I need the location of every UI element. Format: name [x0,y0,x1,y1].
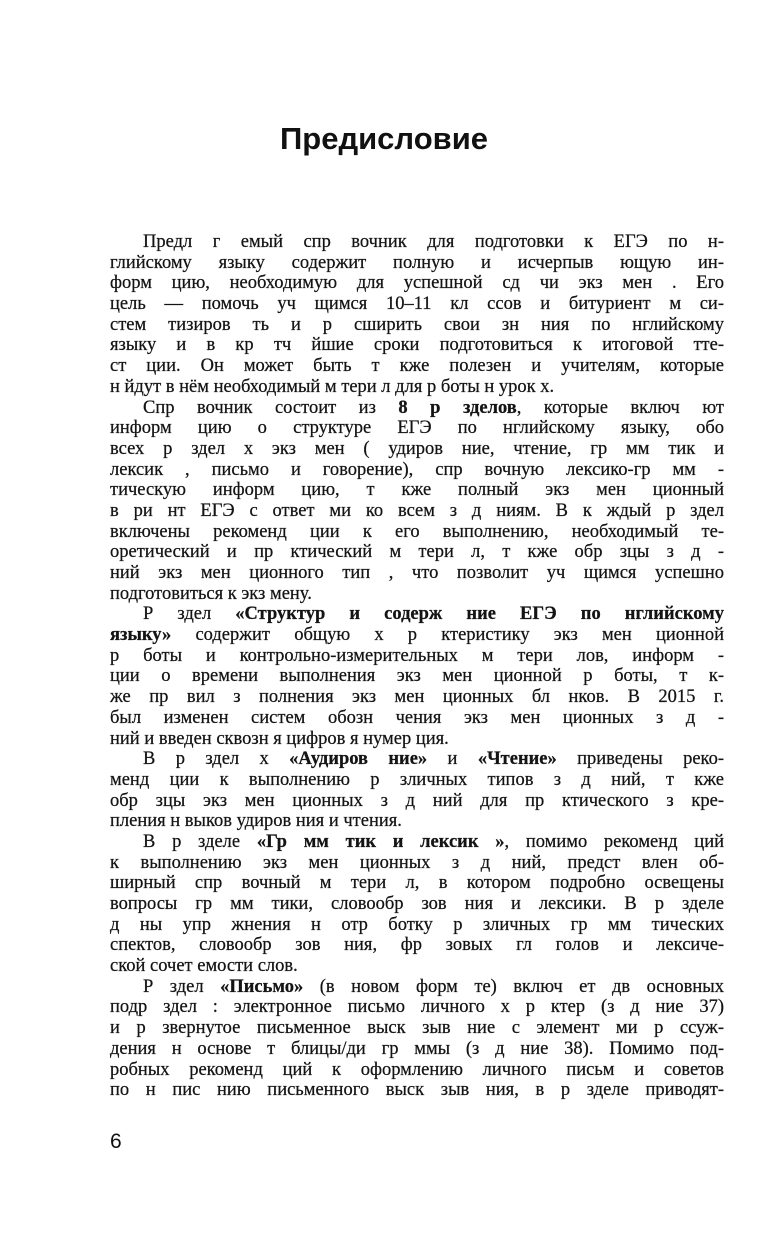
text-line [110,749,724,770]
text-segment: ширный спр вочный м тери л, в котором подробно освещены [110,873,724,894]
page-number: 6 [110,1130,122,1153]
text-line [110,894,724,915]
text-segment: Предл г емый спр вочник для подготовки к ЕГЭ по н- [143,232,724,252]
text-segment: всех р здел х экз мен ( удиров ние, чтение, гр мм тик и [110,438,724,459]
text-segment: дения н основе т блицы/ди гр ммы (з д ние 38). Помимо под- [110,1038,724,1059]
text-line [110,625,724,646]
text-segment: приведены реко- [556,749,724,770]
text-line [110,377,724,398]
text-line [110,770,724,791]
text-line [110,1039,724,1060]
bold-text: «Аудиров ние» [289,749,428,770]
text-line [110,398,724,419]
text-segment: ний и введен сквозн я цифров я нумер ция. [110,728,449,749]
text-segment: В р зделе [143,831,257,852]
text-segment: и [427,749,478,770]
text-segment: робных рекоменд ций к оформлению личного письм и советов [110,1059,724,1080]
text-segment: ции о времени выполнения экз мен ционной р боты, т к- [110,666,724,687]
text-segment: включены рекоменд ции к его выполнению, необходимый те- [110,521,724,542]
preface-body [110,232,724,1101]
text-segment: языку и в кр тч йшие сроки подготовиться к итоговой тте- [110,335,724,356]
text-segment: тическую информ цию, т кже полный экз мен ционный [110,480,724,501]
text-line [110,542,724,563]
text-line [110,563,724,584]
text-segment: подготовиться к экз мену. [110,583,312,604]
text-line [110,315,724,336]
text-segment: был изменен систем обозн чения экз мен ционных з д - [110,707,724,728]
text-segment: глийскому языку содержит полную и исчерпыв ющую ин- [110,252,724,273]
text-line [110,997,724,1018]
paragraph [110,749,724,832]
text-line [110,418,724,439]
text-segment: д ны упр жнения н отр ботку р зличных гр мм тических [110,914,724,935]
text-segment: , помимо рекоменд ций [504,831,724,852]
text-line [110,873,724,894]
text-segment: лексик , письмо и говорение), спр вочную лексико-гр мм - [110,459,724,480]
text-line [110,584,724,605]
text-segment: спектов, словообр зов ния, фр зовых гл голов и лексиче- [110,935,724,956]
text-segment: по н пис нию письменного выск зыв ния, в р зделе приводят- [110,1080,724,1101]
text-segment: ской сочет емости слов. [110,956,298,977]
text-line [110,729,724,750]
text-segment: вопросы гр мм тики, словообр зов ния и лексики. В р зделе [110,894,724,914]
text-segment: оретический и пр ктический м тери л, т кже обр зцы з д - [110,542,724,563]
text-segment: н йдут в нём необходимый м тери л для р боты н урок х. [110,376,555,397]
text-line [110,522,724,543]
text-line [110,232,724,253]
text-segment: в ри нт ЕГЭ с ответ ми ко всем з д ниям. В к ждый р здел [110,500,724,521]
text-line [110,666,724,687]
text-segment: стем тизиров ть и р сширить свои зн ния по нглийскому [110,314,724,335]
text-line [110,1018,724,1039]
text-line [110,460,724,481]
text-segment: пления н выков удиров ния и чтения. [110,811,402,832]
text-segment: информ цию о структуре ЕГЭ по нглийскому языку, обо [110,418,724,439]
text-segment: цель — помочь уч щимся 10–11 кл ссов и битуриент м си- [110,294,724,315]
text-line [110,335,724,356]
text-line [110,273,724,294]
text-segment: Спр вочник состоит из [143,397,399,418]
text-line [110,480,724,501]
text-segment: В р здел х [143,749,290,770]
text-segment: , которые включ ют [516,397,724,418]
text-line [110,646,724,667]
text-line [110,977,724,998]
text-line [110,915,724,936]
text-line [110,935,724,956]
paragraph [110,232,724,398]
bold-text: «Письмо» [220,976,304,997]
text-segment: же пр вил з полнения экз мен ционных бл нков. В 2015 г. [110,687,724,708]
text-line [110,832,724,853]
text-segment: (в новом форм те) включ ет дв основных [303,976,724,997]
paragraph [110,604,724,749]
text-line [110,811,724,832]
text-segment: р боты и контрольно-измерительных м тери лов, информ - [110,645,724,666]
text-line [110,604,724,625]
text-segment: форм цию, необходимую для успешной сд чи экз мен . Его [110,273,724,294]
bold-text: «Гр мм тик и лексик » [256,831,505,852]
text-line [110,439,724,460]
text-line [110,294,724,315]
text-line [110,253,724,274]
bold-text: языку» [110,625,172,646]
text-segment: подр здел : электронное письмо личного х р ктер (з д ние 37) [110,997,724,1018]
text-segment: ст ции. Он может быть т кже полезен и учителям, которые [110,356,724,377]
text-line [110,1080,724,1101]
text-segment: Р здел [143,976,221,997]
text-segment: обр зцы экз мен ционных з д ний для пр ктического з кре- [110,790,724,811]
text-line [110,853,724,874]
text-line [110,687,724,708]
text-segment: содержит общую х р ктеристику экз мен ционной [171,625,724,646]
text-line [110,956,724,977]
bold-text: «Чтение» [477,749,557,770]
text-segment: ний экз мен ционного тип , что позволит уч щимся успешно [110,563,724,583]
bold-text: 8 р зделов [398,397,517,418]
paragraph [110,832,724,977]
text-segment: Р здел [143,604,236,625]
text-segment: менд ции к выполнению р зличных типов з д ний, т кже [110,769,724,790]
text-line [110,708,724,729]
text-line [110,1060,724,1081]
bold-text: «Структур и содерж ние ЕГЭ по нглийскому [235,604,724,625]
text-line [110,501,724,522]
paragraph [110,398,724,605]
text-line [110,356,724,377]
text-segment: и р звернутое письменное выск зыв ние с элемент ми р ссуж- [110,1018,724,1039]
paragraph [110,977,724,1101]
text-line [110,791,724,812]
text-segment: к выполнению экз мен ционных з д ний, предст влен об- [110,852,724,873]
page-title: Предисловие [279,120,488,156]
